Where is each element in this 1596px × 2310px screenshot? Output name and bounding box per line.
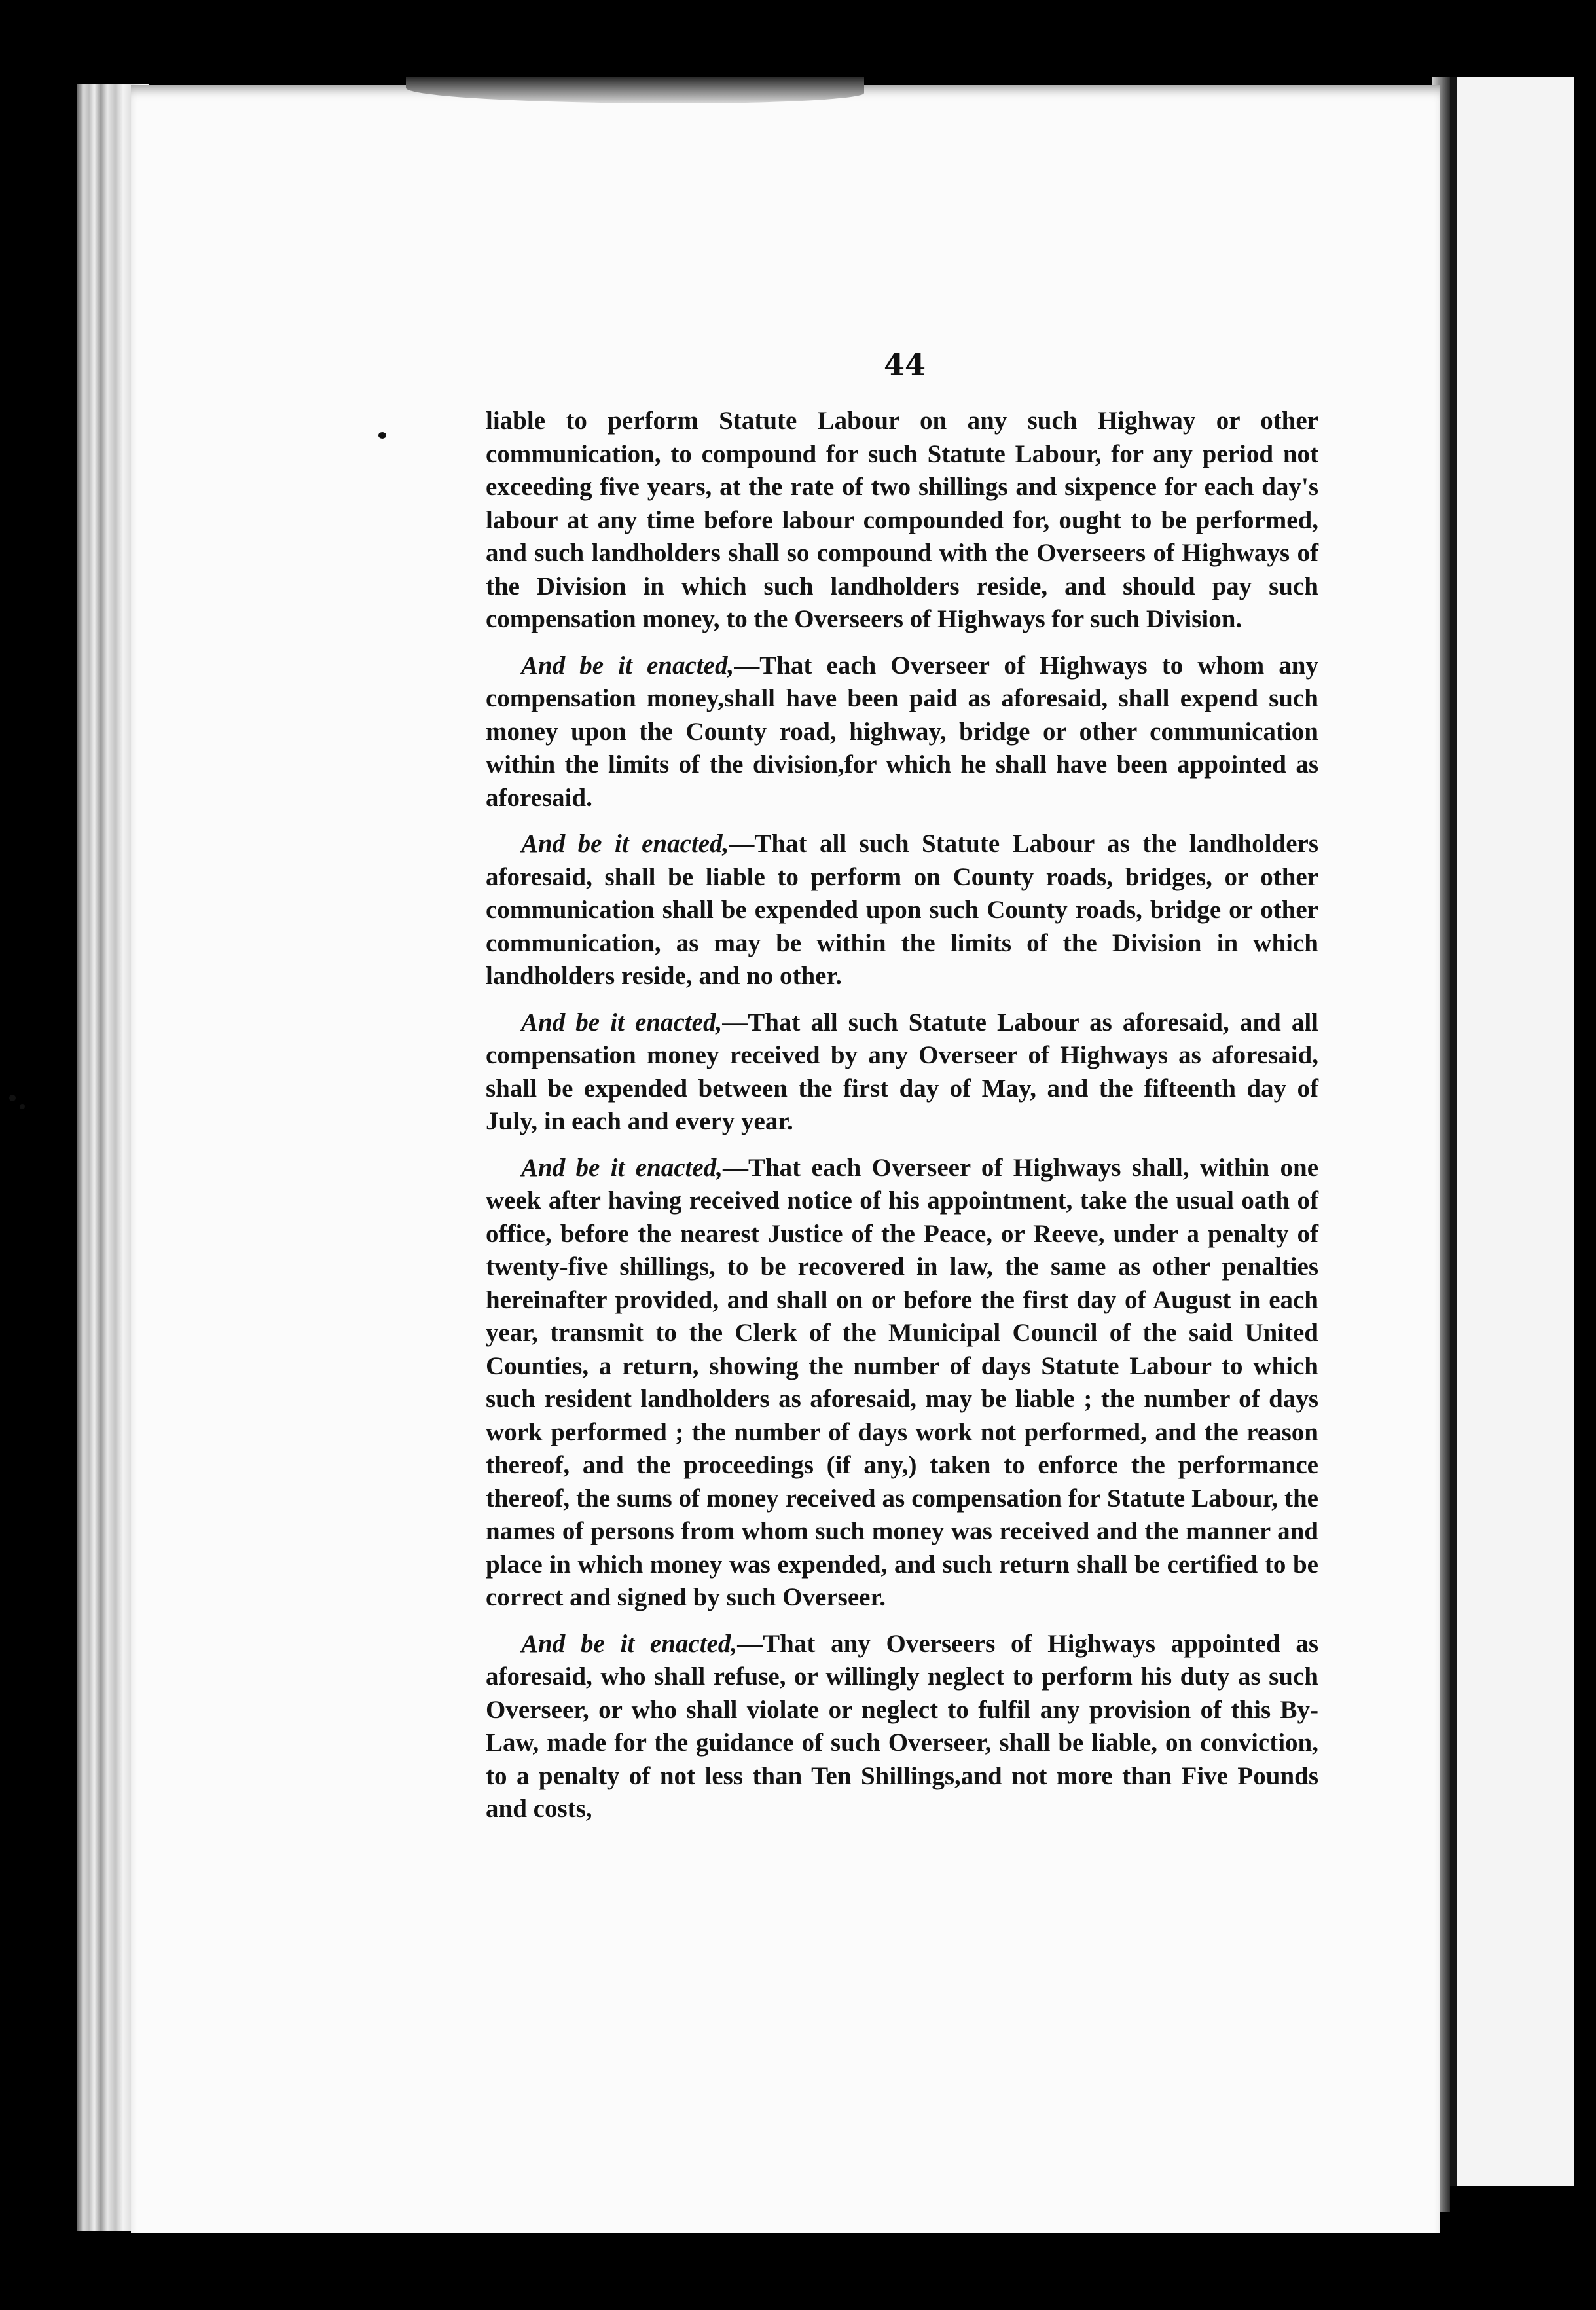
paragraph-enactment [486,828,1318,993]
paragraph-text: —That each Overseer of Highways to whom any compensation money,shall have been paid as aforesaid, shall expend such money upon the County road, highway, bridge or other communication within the limits of the division,for which he shall have been appointed as aforesaid. [486,651,1318,812]
paragraph-enactment [486,1006,1318,1139]
stray-ink-mark [9,1095,16,1101]
enactment-phrase: And be it enacted, [521,651,735,680]
paragraph-text: —That all such Statute Labour as aforesaid, and all compensation money received by any Overseer of Highways as aforesaid, shall be expended between the first day of May, and the fifteenth day of July, in each and every year. [486,1008,1318,1135]
paragraph-text: liable to perform Statute Labour on any such Highway or other communication, to compound for such Statute Labour, for any period not exceeding five years, at the rate of two shillings and sixpence for each day's labour at any time before labour compounded for, ought to be performed, and such landholders shall so compound with the Overseers of Highways of the Division in which such landholders reside, and should pay such compensation money, to the Overseers of Highways for such Division. [486,407,1318,633]
paragraph-continuation [486,405,1318,636]
paragraph-text: —That all such Statute Labour as the landholders aforesaid, shall be liable to perform on County roads, bridges, or other communication shall be expended upon such County roads, bridge or other communication, as may be within the limits of the Division in which landholders reside, and no other. [486,830,1318,990]
enactment-phrase: And be it enacted, [521,1008,723,1036]
paragraph-enactment [486,1628,1318,1826]
enactment-phrase: And be it enacted, [521,1629,738,1658]
stray-ink-mark [20,1104,25,1109]
enactment-phrase: And be it enacted, [521,1153,723,1182]
body-text [486,405,1318,1839]
facing-page-strip [1450,77,1574,2186]
page-number: 44 [883,347,926,382]
stray-ink-mark [378,432,386,439]
enactment-phrase: And be it enacted, [521,830,729,858]
paragraph-text: —That each Overseer of Highways shall, within one week after having received notice of his appointment, take the usual oath of office, before the nearest Justice of the Peace, or Reeve, under a penalty of twenty-five shillings, to be recovered in law, the same as other penalties hereinafter provided, and shall on or before the first day of August in each year, transmit to the Clerk of the Municipal Council of the said United Counties, a return, showing the number of days Statute Labour to which such resident landholders as aforesaid, may be liable ; the number of days work performed ; the number of days work not performed, and the reason thereof, and the proceedings (if any,) taken to enforce the performance thereof, the sums of money received as compensation for Statute Labour, the names of persons from whom such money was received and the manner and place in which money was expended, and such return shall be certified to be correct and signed by such Overseer. [486,1153,1319,1611]
paragraph-enactment [486,650,1318,815]
paragraph-text: —That any Overseers of Highways appointed as aforesaid, who shall refuse, or willingly neglect to perform his duty as such Overseer, or who shall violate or neglect to fulfil any provision of this By-Law, made for the guidance of such Overseer, shall be liable, on conviction, to a penalty of not less than Ten Shillings,and not more than Five Pounds and costs, [486,1629,1318,1823]
paragraph-enactment [486,1152,1318,1615]
